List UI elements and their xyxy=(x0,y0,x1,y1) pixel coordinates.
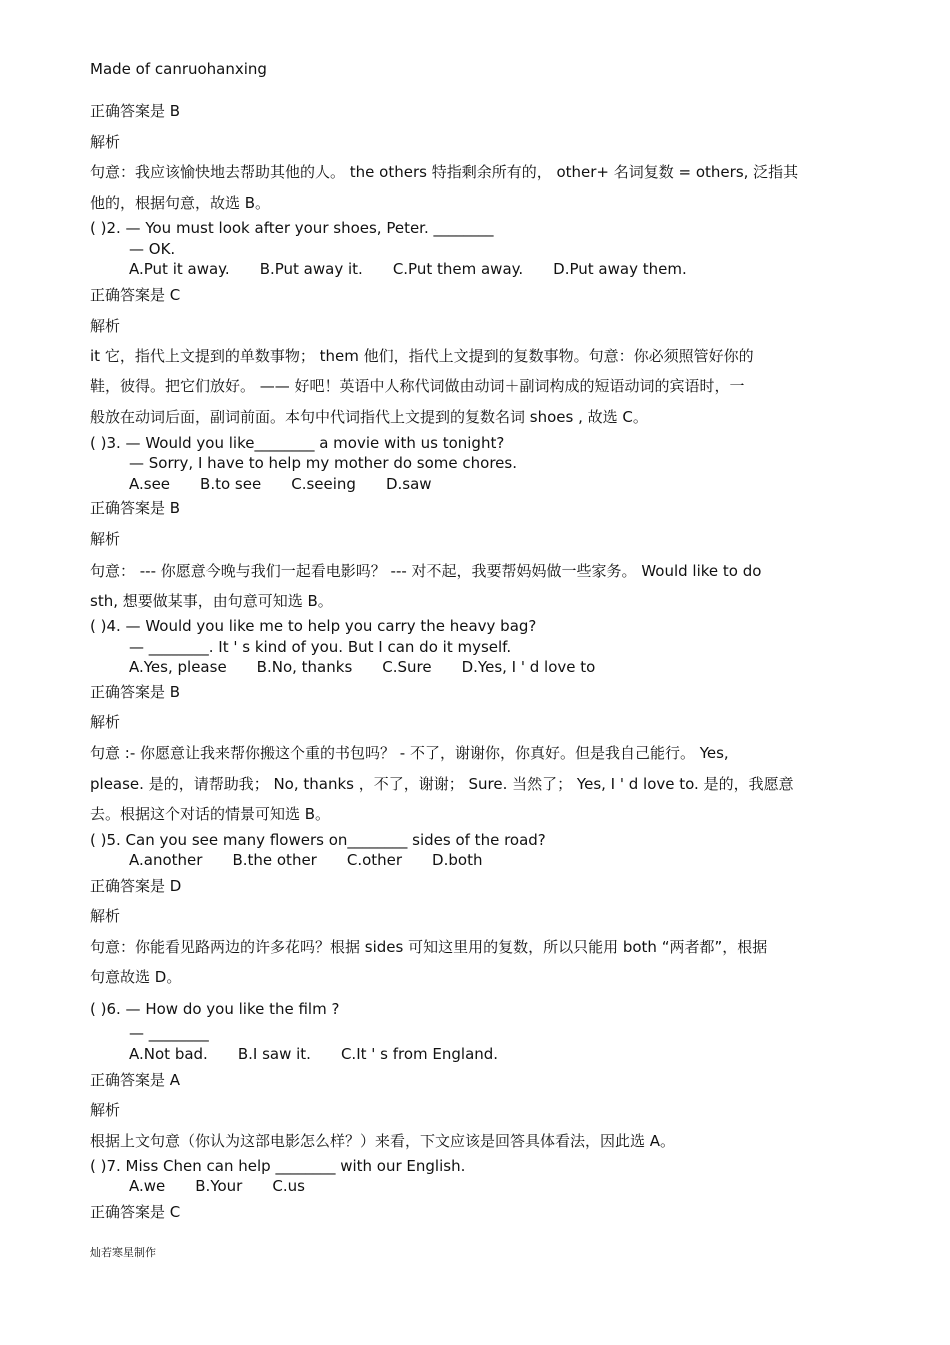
question-3-options xyxy=(129,474,904,494)
analysis-label-1: 解析 xyxy=(90,133,121,151)
analysis-text-1b: 他的，根据句意，故选 B。 xyxy=(90,194,271,212)
option-a: A.see xyxy=(129,475,171,493)
option-c: C.seeing xyxy=(291,475,356,493)
option-a: A.Yes, please xyxy=(129,658,227,676)
analysis-text-4a: 句意 :- 你愿意让我来帮你搬这个重的书包吗？ - 不了，谢谢你，你真好。但是我自己能行。 Yes, xyxy=(90,744,729,762)
option-b: B.Put away it. xyxy=(259,260,363,278)
page-header: Made of canruohanxing xyxy=(90,60,267,78)
analysis-label-4: 解析 xyxy=(90,713,121,731)
question-4-options xyxy=(129,657,904,677)
option-b: B.No, thanks xyxy=(256,658,353,676)
analysis-text-5b: 句意故选 D。 xyxy=(90,968,182,986)
analysis-label-3: 解析 xyxy=(90,530,121,548)
answer-6: 正确答案是 A xyxy=(90,1071,181,1089)
analysis-text-1a: 句意：我应该愉快地去帮助其他的人。 the others 特指剩余所有的， other+ 名词复数 = others, 泛指其 xyxy=(90,163,799,181)
option-b: B.I saw it. xyxy=(237,1045,311,1063)
question-3: ( )3. — Would you like________ a movie with us tonight? xyxy=(90,434,505,452)
answer-7: 正确答案是 C xyxy=(90,1203,181,1221)
analysis-text-2a: it 它，指代上文提到的单数事物； them 他们，指代上文提到的复数事物。句意：你必须照管好你的 xyxy=(90,347,754,365)
option-a: A.another xyxy=(129,851,203,869)
option-a: A.Put it away. xyxy=(129,260,230,278)
answer-1: 正确答案是 B xyxy=(90,102,181,120)
option-d: D.saw xyxy=(385,475,432,493)
answer-5: 正确答案是 D xyxy=(90,877,182,895)
option-d: D.Yes, I ' d love to xyxy=(461,658,596,676)
answer-2: 正确答案是 C xyxy=(90,286,181,304)
option-d: D.Put away them. xyxy=(553,260,687,278)
option-a: A.Not bad. xyxy=(129,1045,208,1063)
analysis-text-5a: 句意：你能看见路两边的许多花吗？根据 sides 可知这里用的复数，所以只能用 both “两者都”，根据 xyxy=(90,938,768,956)
analysis-text-4b: please. 是的，请帮助我； No, thanks ，不了，谢谢； Sure. 当然了； Yes, I ' d love to. 是的，我愿意 xyxy=(90,775,794,793)
analysis-label-5: 解析 xyxy=(90,907,121,925)
question-4-reply: — ________. It ' s kind of you. But I can do it myself. xyxy=(129,638,512,656)
analysis-text-3b: sth, 想要做某事，由句意可知选 B。 xyxy=(90,592,333,610)
option-b: B.to see xyxy=(200,475,262,493)
question-7-options xyxy=(129,1176,904,1196)
question-2-reply: — OK. xyxy=(129,240,176,258)
answer-3: 正确答案是 B xyxy=(90,499,181,517)
analysis-text-3a: 句意： --- 你愿意今晚与我们一起看电影吗？ --- 对不起，我要帮妈妈做一些家务。 Would like to do xyxy=(90,562,762,580)
page-footer: 灿若寒星制作 xyxy=(90,1246,156,1259)
analysis-label-2: 解析 xyxy=(90,317,121,335)
analysis-text-4c: 去。根据这个对话的情景可知选 B。 xyxy=(90,805,331,823)
option-b: B.the other xyxy=(232,851,317,869)
option-c: C.It ' s from England. xyxy=(340,1045,499,1063)
question-6-options xyxy=(129,1044,904,1064)
analysis-label-6: 解析 xyxy=(90,1101,121,1119)
question-5-options xyxy=(129,850,904,870)
option-b: B.Your xyxy=(195,1177,243,1195)
question-5: ( )5. Can you see many flowers on________ sides of the road? xyxy=(90,831,546,849)
analysis-text-2b: 鞋，彼得。把它们放好。 —— 好吧！英语中人称代词做由动词＋副词构成的短语动词的宾语时，一 xyxy=(90,377,745,395)
option-c: C.Sure xyxy=(382,658,432,676)
question-2-options xyxy=(129,259,904,279)
option-c: C.other xyxy=(346,851,403,869)
option-d: D.both xyxy=(432,851,483,869)
option-a: A.we xyxy=(129,1177,166,1195)
question-6: ( )6. — How do you like the film ? xyxy=(90,1000,340,1018)
question-3-reply: — Sorry, I have to help my mother do some chores. xyxy=(129,454,517,472)
option-c: C.us xyxy=(272,1177,305,1195)
option-c: C.Put them away. xyxy=(392,260,524,278)
question-2: ( )2. — You must look after your shoes, Peter. ________ xyxy=(90,219,494,237)
analysis-text-2c: 般放在动词后面，副词前面。本句中代词指代上文提到的复数名词 shoes , 故选 C。 xyxy=(90,408,648,426)
analysis-text-6: 根据上文句意（你认为这部电影怎么样？）来看，下文应该是回答具体看法，因此选 A。 xyxy=(90,1132,676,1150)
question-6-reply: — ________ xyxy=(129,1024,209,1042)
answer-4: 正确答案是 B xyxy=(90,683,181,701)
question-7: ( )7. Miss Chen can help ________ with our English. xyxy=(90,1157,466,1175)
question-4: ( )4. — Would you like me to help you carry the heavy bag? xyxy=(90,617,537,635)
